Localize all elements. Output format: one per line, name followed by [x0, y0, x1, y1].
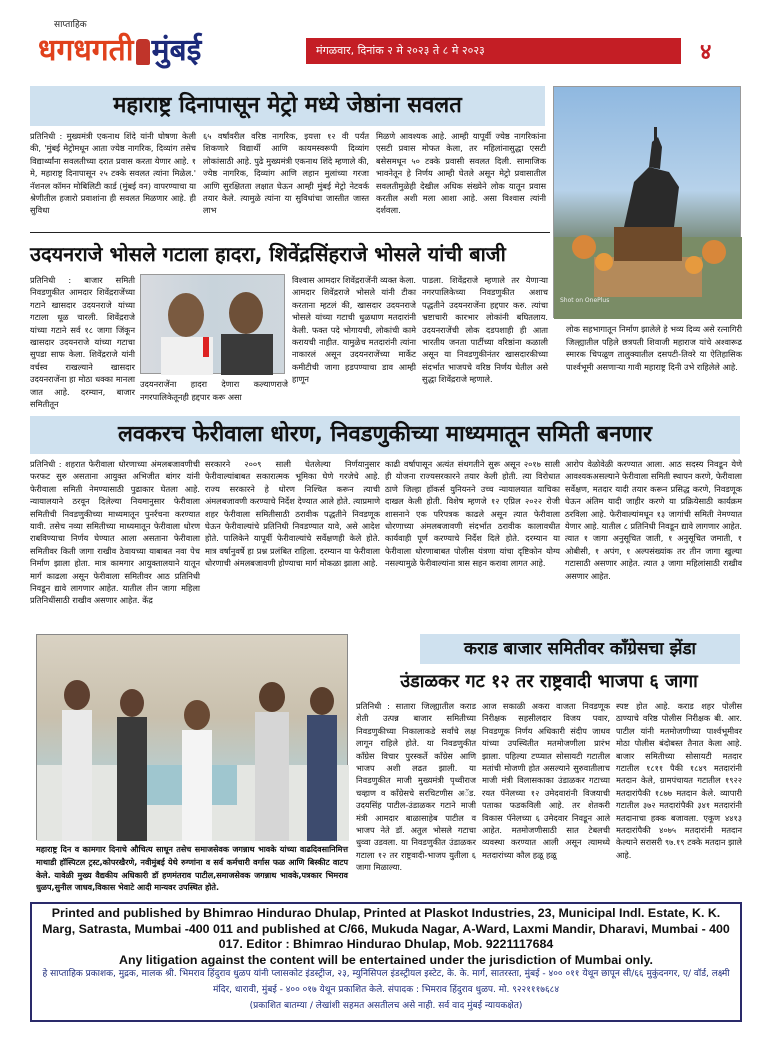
fist-icon	[136, 39, 150, 65]
logo-main: धगधगती	[38, 33, 134, 68]
article3-col1: प्रतिनिधी : शहरात फेरीवाला धोरणाच्या अंमलबजावणीची फरफट सुरु असताना आयुक्त अभिजीत बांगर यांनी फेरीवाला समिती नेमण्यासाठी पुढाकार घेतला आहे. न्यायालयाने ठरवून दिलेल्या नियमानुसार फेरीवाला समितीची निवडणुकीच्या माध्यमातून पुनर्रचना करण्यात यावी. तसेच नव्या समितीच्या माध्यमातून फेरीवाला धोरण राबविण्याचा निर्णय घेण्यात आला असताना फेरीवाला समितीवर किती जागा राखीव ठेवायच्या याबाबत नवा पेच निर्माण झाला होता. मात्र कामगार आयुक्तालयाने यातून मार्ग काढला असून फेरीवाला समितीवर आठ प्रतिनिधी निवडून द्यावे लागणार आहेत. यातील तीन जागा महिला प्रतिनिधींसाठी राखीव असणार आहेत. केंद्र	[30, 459, 200, 606]
article1-headline: महाराष्ट्र दिनापासून मेट्रो मध्ये जेष्ठांना सवलत	[30, 86, 545, 126]
statue-illustration	[554, 87, 742, 319]
divider	[30, 232, 550, 233]
page-number: ४	[700, 40, 712, 65]
date-bar: मंगळवार, दिनांक २ मे २०२३ ते ८ मे २०२३	[306, 38, 681, 64]
article2-col3: विश्वास आमदार शिवेंद्रराजेंनी व्यक्त केला. आमदार शिवेंद्रराजे भोसले यांनी टीका करताना म्हटलं की, खासदार उदयनराजे भोसले यांच्या गटाची धुळधाण मतदारांनी केली. फक्त पदे भोगायची, लोकांची कामे करायची नाहीत. यामुळेच मतदारांनी त्यांना नाकारलं असून उदयनराजेंच्या मार्केट कमीटीची जागा हडपण्याचा डाव आम्ही हाणून	[292, 275, 416, 385]
article3-col2: सरकारने २००९ साली घेतलेल्या निर्णयानुसार फेरीवाल्यांबाबत सकारात्मक भूमिका घेणे गरजेचे आहे. राज्य सरकारने हे धोरण निश्चित करून त्याची अंमलबजावणी करण्याचे निर्देश देण्यात आले होते. त्याप्रमाणे शहर फेरीवाला समितीसाठी ठरावीक पद्धतीने निवडणूक घेऊन फेरीवाल्यांचे प्रतिनिधी निवडण्यात यावे, असे आदेश होते. पालिकेने यापूर्वी फेरीवाल्यांचे सर्वेक्षणही केले होते. मात्र वर्षानुवर्षे हा प्रश्न प्रलंबित राहिला. दरम्यान या फेरीवाला धोरणाची अंमलबजावणी होण्याचा मार्ग मोकळा झाला आहे.	[205, 459, 380, 569]
imprint-marathi	[36, 966, 736, 1014]
imprint-jurisdiction: Any litigation against the content will be entertained under the jurisdiction of Mumbai only.	[119, 952, 653, 967]
photo-watermark: Shot on OnePlus	[560, 297, 610, 304]
article1-col1: प्रतिनिधी : मुख्यमंत्री एकनाथ शिंदे यांनी घोषणा केली की, 'मुंबई मेट्रोमधून आता ज्येष्ठ नागरिक, दिव्यांग तसेच विद्यार्थ्यांना सवलतीच्या दरात प्रवास करता येणार आहे. १ मे, महाराष्ट्र दिनापासून २५ टक्के सवलत त्यांना मिळेल.' नॅशनल कॉमन मोबिलिटी कार्ड (मुंबई वन) वापरण्याचा या श्रेणीतील हजारो प्रवाशांना ही सवलत मिळणार आहे. ही सुविधा	[30, 131, 196, 216]
logo-city: मुंबई	[151, 33, 202, 68]
article4-headline-line1: कराड बाजार समितीवर काँग्रेसचा झेंडा	[420, 634, 740, 664]
article3-headline: लवकरच फेरीवाला धोरण, निवडणुकीच्या माध्यमातून समिती बनणार	[30, 416, 740, 454]
imprint-disclaimer: (प्रकाशित बातम्या / लेखांशी सहमत असतीलच असे नाही. सर्व वाद मुंबई न्यायकक्षेत)	[249, 1001, 523, 1011]
article4-col2: आज सकाळी अकरा वाजता निवडणूक निरीक्षक सहसीलदार विजय पवार, निवडणूक निर्णय अधिकारी संदीप जाधव यांच्या उपस्थितीत मतमोजणीला प्रारंभ झाला. पहिल्या टप्प्यात सोसायटी गटातील मतांची मोजणी होत असल्याने सुरुवातीलाच माजी मंत्री विलासकाका उंडाळकर गटाच्या रयत पॅनेलच्या १२ उमेदवारांनी विजयाची पताका फडकविली आहे. तर शेतकरी विकास पॅनेलच्या ६ उमेदवार निवडून आले आहेत. मतमोजणीसाठी सात टेबलची व्यवस्था करण्यात आली असून त्यामध्ये मतदारांच्या कौल हळू हळू	[482, 701, 610, 860]
imprint-marathi-text: हे साप्ताहिक प्रकाशक, मुद्रक, मालक श्री. भिमराव हिंदुराव धुळप यांनी प्लासकोट इंडस्ट्रीज, २३, म्युनिसिपल इंडस्ट्रीयल इस्टेट, के. के. मार्ग, सातरस्ता, मुंबई - ४०० ०११ येथून छापून सी/६६ मुकुंदनगर, ए/ वॉर्ड, लक्ष्मी मंदिर, धारावी, मुंबई - ४०० ०१७ येथून प्रकाशित केले. संपादक : भिमराव हिंदुराव धुळप. मो. ९२२१११७६८४	[42, 969, 730, 995]
hospital-photo	[36, 634, 348, 840]
politicians-illustration	[141, 275, 286, 375]
masthead-logo	[38, 20, 202, 69]
imprint-english	[36, 906, 736, 968]
article4-col3: स्पष्ट होत आहे. कराड शहर पोलीस ठाण्याचे वरिष्ठ पोलीस निरीक्षक बी. आर. पाटील यांनी मतमोजणीच्या पार्श्वभूमीवर मोठा पोलीस बंदोबस्त तैनात केला आहे. बाजार समितीच्या सोसायटी मतदार गटातील १८११ पैकी १८४९ मतदारांनी मतदान केले, ग्रामपंचायत गटातील १९२२ मतदारांपैकी १८७७ मतदान केले. व्यापारी गटातील ३७२ मतदारांपैकी ३४१ मतदारांनी मतदानाचा हक्क बजावला. एकूण ४४१३ मतदारांपैकी ४०७५ मतदारांनी मतदान केल्याने सरासरी ९७.१९ टक्के मतदान झाले आहे.	[616, 701, 742, 860]
article2-headline: उदयनराजे भोसले गटाला हादरा, शिवेंद्रसिंहराजे भोसले यांची बाजी	[30, 242, 506, 266]
article4-col1: प्रतिनिधी : सातारा जिल्ह्यातील कराड शेती उत्पन्न बाजार समितीच्या निवडणुकीच्या निकालाकडे सर्वांचे लक्ष लागून राहिले होते. या निवडणुकीत काँग्रेस विचार पुरस्कर्ते काँग्रेस आणि भाजप अशी लढत झाली. या निवडणुकीत माजी मुख्यमंत्री पृथ्वीराज चव्हाण व काँग्रेसचे सरचिटणीस अॅड. उदयसिंह पाटील-उंडाळकर गटाने माजी मंत्री आमदार बाळासाहेब पाटील व भाजप नेते डॉ. अतुल भोसले गटाचा धुव्वा उडवला. या निवडणुकीत उंडाळकर गटाला १२ तर राष्ट्रवादी-भाजप युतीला ६ जागा मिळाल्या.	[356, 701, 476, 873]
statue-caption: लोक सहभागातून निर्माण झालेले हे भव्य दिव्य असे रत्नागिरी जिल्ह्यातील पहिले छत्रपती शिवाजी महाराज यांचे अश्वारूढ स्मारक चिपळूण तालुक्यातील दसपटी-तिवरे या ऐतिहासिक पार्श्वभूमी असणाऱ्या गावी महाराष्ट्र दिनी उभे राहिलेले आहे.	[566, 324, 742, 372]
weekly-label: साप्ताहिक	[54, 20, 87, 30]
hospital-caption: महाराष्ट्र दिन व कामगार दिनाचे औचित्य साधून तसेच समाजसेवक जगन्नाथ भावके यांच्या वाढदिवसानिमित्त माथाडी हॉस्पिटल ट्रस्ट,कोपरखैरणे, नवीमुंबई येथे रुग्णांना व सर्व कर्मचारी वर्गास फळ आणि बिस्कीट वाटप केले. यावेळी मुख्य वैद्यकीय अधिकारी डॉ हणमंतराव पाटील,समाजसेवक जगन्नाथ भावके,पत्रकार भिमराव धुळप,सुनील जाधव,विकास भेवाटे आदी मान्यवर उपस्थित होते.	[36, 845, 348, 893]
article2-col4: पाडला. शिवेंद्रराजे म्हणाले तर येणाऱ्या नगरपालिकेच्या निवडणुकीत अशाच पद्धतीने उदयनराजेंना हद्दपार करु. त्यांचा भ्रष्टाचारी कारभार लोकांनी बघितलाय. उदयनराजेंची लोक दडपशाही ही आता भारतीय जनता पार्टीच्या वरिष्ठांना कळाली असून या निवडणुकीनंतर खासदारकीच्या संदर्भात भाजपचे वरिष्ठ निर्णय घेतील असे सुद्धा शिवेंद्रराजे म्हणाले.	[422, 275, 548, 385]
imprint-english-text: Printed and published by Bhimrao Hindurao Dhulap, Printed at Plaskot Industries, 23, Municipal Indl. Estate, K. K. Marg, Satrasta, Mumbai -400 011 and published at C/66, Mukuda Nagar, A-Ward, Laxmi Mandir, Dharavi, Mumbai - 400 017. Editor : Bhimrao Hindurao Dhulap, Mob. 9221117684	[42, 906, 730, 951]
article2-photo-caption: उदयनराजेंना हादरा देणारा कल्याणराजे नगरपालिकेतूनही हद्दपार करू असा	[140, 379, 288, 402]
statue-photo	[553, 86, 741, 318]
article1-col2: ६५ वर्षांवरील वरिष्ठ नागरिक, इयत्ता १२ वी पर्यंत शिकणारे विद्यार्थी आणि कायमस्वरूपी दिव्यांग लोकांसाठी आहे. पुढे मुख्यमंत्री एकनाथ शिंदे म्हणाले की, ज्येष्ठ नागरिक, दिव्यांग आणि लहान मुलांच्या गरजा आणि सुरक्षितता लक्षात घेऊन आम्ही मुंबई मेट्रो नेटवर्क तयार केले. त्यामुळे त्यांना या सुविधांचा जास्तीत जास्त लाभ	[203, 131, 369, 216]
article4-headline-line2: उंडाळकर गट १२ तर राष्ट्रवादी भाजपा ६ जागा	[400, 671, 698, 692]
hospital-illustration	[37, 635, 349, 841]
article1-col3: मिळणे आवश्यक आहे. आम्ही यापूर्वी ज्येष्ठ नागरिकांना एसटी प्रवास मोफत केला, तर महिलांनासुद्धा एसटी बसेसमधून ५० टक्के प्रवासी सवलत दिली. सामाजिक भावनेतून हे निर्णय आम्ही घेतले असून मेट्रो प्रवासातील सवलतीमुळेही देखील अधिक संख्येने लोक यातून प्रवास करतील अशी मला आशा आहे. असा विश्वास त्यांनी दर्शवला.	[376, 131, 546, 216]
article3-col3: काढी वर्षापासून अत्यंत संथगतीने सुरू असून २०१७ साली ही योजना राज्यसरकारने तयार केली होती. त्या विरोधात ठाणे जिल्हा हॉकर्स युनियनने उच्च न्यायालयात याचिका दाखल केली होती. विशेष म्हणजे १२ एप्रिल २०२२ रोजी शासनाने एक परिपत्रक काढले असून त्यात फेरीवाला धोरणाच्या अंमलबजावणी संदर्भात ठरावीक कालावधीत कार्यवाही पूर्ण करण्याचे निर्देश दिले होते. दरम्यान या फेरीवाला धोरणाबाबत पोलीस यंत्रणा यांचा दृष्टिकोन योग्य नसल्यामुळे फेरीवाल्यांना त्रास सहन करावा लागत आहे.	[385, 459, 560, 569]
article3-col4: आरोप वेळोवेळी करण्यात आला. आठ सदस्य निवडून येणे आवश्यकअसल्याने फेरीवाला समिती स्थापन करणे, फेरीवाला सर्वेक्षण, मतदार यादी तयार करून प्रसिद्ध करणे, निवडणूक घेऊन अंतिम यादी जाहीर करणे या प्रक्रियेसाठी कार्यक्रम ठरविला आहे. फेरीवाल्यांमधून १३ जागांची समिती नेमण्यात येणार आहे. यातील ८ प्रतिनिधी निवडून द्यावे लागणार आहेत. त्यात १ जागा अनुसूचित जाती, १ अनुसूचित जमाती, १ ओबीसी, १ अपंग, १ अल्पसंख्यांक तर तीन जागा खुल्या गटासाठी असणार आहेत. त्यात ३ जागा महिलांसाठी राखीव असणार आहेत.	[565, 459, 742, 581]
article2-col1: प्रतिनिधी : बाजार समिती निवडणुकीत आमदार शिवेंद्रराजेंच्या गटाने खासदार उदयनराजे यांच्या गटाला धूळ चारली. शिवेंद्रराजे यांच्या गटाने सर्व १८ जागा जिंकून खासदार उदयनराजे यांच्या गटाचा सुपडा साफ केला. शिवेंद्रराजे यांनी वर्चस्व राखल्याने खासदार उदयनराजेंना हा मोठा धक्का मानला जात आहे. दरम्यान, बाजार समितीतून	[30, 275, 135, 410]
politicians-photo	[140, 274, 285, 374]
